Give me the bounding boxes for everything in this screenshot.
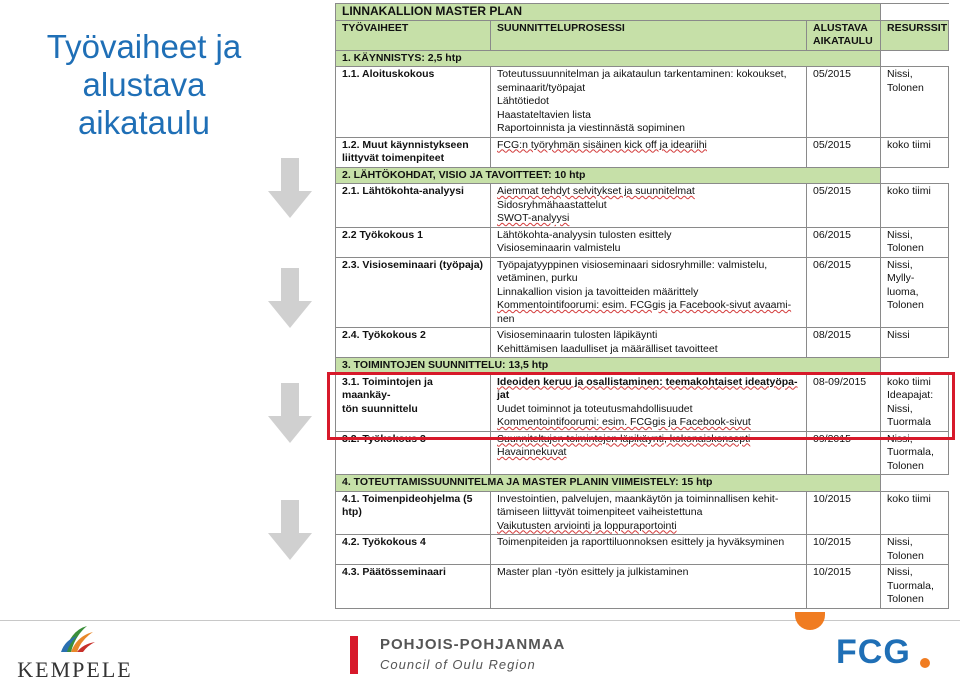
task-resources: koko tiimi <box>881 137 949 167</box>
task-name: 4.2. Työkokous 4 <box>336 535 491 565</box>
fcg-logo <box>836 633 946 676</box>
task-resources: koko tiimi <box>881 184 949 228</box>
task-resources: Nissi, Tolonen <box>881 535 949 565</box>
table-row <box>336 67 949 138</box>
task-process: Visioseminaarin tulosten läpikäynti Kehittämisen laadulliset ja määrälliset tavoitteet <box>491 328 807 358</box>
pp-logo-bar <box>350 636 358 674</box>
table-row <box>336 257 949 328</box>
task-schedule: 08-09/2015 <box>807 374 881 431</box>
task-name: 1.2. Muut käynnistykseen liittyvät toimenpiteet <box>336 137 491 167</box>
task-name: 3.1. Toimintojen ja maankäy- tön suunnittelu <box>336 374 491 431</box>
phase-label: 4. TOTEUTTAMISSUUNNITELMA JA MASTER PLANIN VIIMEISTELY: 15 htp <box>336 475 881 492</box>
pohjois-pohjanmaa-logo <box>350 636 590 676</box>
task-resources: Nissi, Tuormala, Tolonen <box>881 565 949 609</box>
table-row <box>336 184 949 228</box>
task-process: Lähtökohta-analyysin tulosten esittely Visioseminaarin valmistelu <box>491 227 807 257</box>
phase-label: 3. TOIMINTOJEN SUUNNITTELU: 13,5 htp <box>336 358 881 375</box>
slide-title <box>14 28 274 142</box>
phase-row-4 <box>336 475 949 492</box>
task-process: Master plan -työn esittely ja julkistaminen <box>491 565 807 609</box>
header-schedule: ALUSTAVA AIKATAULU <box>807 20 881 50</box>
header-phases: TYÖVAIHEET <box>336 20 491 50</box>
header-process: SUUNNITTELUPROSESSI <box>491 20 807 50</box>
task-name: 3.2. Työkokous 3 <box>336 431 491 475</box>
task-resources: Nissi <box>881 328 949 358</box>
task-name: 2.4. Työkokous 2 <box>336 328 491 358</box>
task-name: 4.3. Päätösseminaari <box>336 565 491 609</box>
footer-accent <box>795 612 825 630</box>
task-resources: Nissi, Mylly- luoma, Tolonen <box>881 257 949 328</box>
pp-logo-subtitle: Council of Oulu Region <box>380 657 536 672</box>
table-title: LINNAKALLION MASTER PLAN <box>336 4 881 21</box>
task-schedule: 08/2015 <box>807 328 881 358</box>
task-process: Aiemmat tehdyt selvitykset ja suunnitelmat Sidosryhmähaastattelut SWOT-analyysi <box>491 184 807 228</box>
task-resources: koko tiimi <box>881 491 949 535</box>
down-arrow-icon <box>268 268 312 328</box>
slide-title-line: aikataulu <box>77 104 211 141</box>
task-schedule: 10/2015 <box>807 491 881 535</box>
task-resources: Nissi, Tuormala, Tolonen <box>881 431 949 475</box>
task-resources: Nissi, Tolonen <box>881 67 949 138</box>
fcg-wordmark: FCG <box>836 633 911 671</box>
kempele-logo <box>10 624 140 680</box>
task-resources: koko tiimi Ideapajat: Nissi, Tuormala <box>881 374 949 431</box>
table-row <box>336 328 949 358</box>
task-schedule: 09/2015 <box>807 431 881 475</box>
task-schedule: 10/2015 <box>807 565 881 609</box>
table-title-row <box>336 4 949 21</box>
table-header-row <box>336 20 949 50</box>
down-arrow-icon <box>268 158 312 218</box>
task-process: Ideoiden keruu ja osallistaminen: teemakohtaiset ideatyöpa- jat Uudet toiminnot ja toteutusmahdollisuudet Kommentointifoorumi: esim. FCGgis ja Facebook-sivut <box>491 374 807 431</box>
phase-row-1 <box>336 50 949 67</box>
table-row <box>336 227 949 257</box>
slide-title-line: Työvaiheet ja <box>46 28 242 65</box>
header-resources: RESURSSIT <box>881 20 949 50</box>
task-process: FCG:n työryhmän sisäinen kick off ja ideariihi <box>491 137 807 167</box>
down-arrow-icon <box>268 383 312 443</box>
task-schedule: 05/2015 <box>807 67 881 138</box>
task-process: Toteutussuunnitelman ja aikataulun tarkentaminen: kokoukset, seminaarit/työpajat Lähtötiedot Haastateltavien lista Raportoinnista ja viestinnästä sopiminen <box>491 67 807 138</box>
phase-label: 1. KÄYNNISTYS: 2,5 htp <box>336 50 881 67</box>
table-row <box>336 565 949 609</box>
task-schedule: 05/2015 <box>807 184 881 228</box>
task-process: Investointien, palvelujen, maankäytön ja toiminnallisen kehit- tämiseen liittyvät toimenpiteet vaiheistettuna Vaikutusten arviointi ja loppuraportointi <box>491 491 807 535</box>
task-name: 2.3. Visioseminaari (työpaja) <box>336 257 491 328</box>
task-name: 1.1. Aloituskokous <box>336 67 491 138</box>
task-name: 2.2 Työkokous 1 <box>336 227 491 257</box>
down-arrow-icon <box>268 500 312 560</box>
task-schedule: 10/2015 <box>807 535 881 565</box>
task-schedule: 06/2015 <box>807 257 881 328</box>
table-row <box>336 535 949 565</box>
task-process: Toimenpiteiden ja raporttiluonnoksen esittely ja hyväksyminen <box>491 535 807 565</box>
phase-row-2 <box>336 167 949 184</box>
task-name: 4.1. Toimenpideohjelma (5 htp) <box>336 491 491 535</box>
task-resources: Nissi, Tolonen <box>881 227 949 257</box>
task-name: 2.1. Lähtökohta-analyysi <box>336 184 491 228</box>
master-plan-table <box>335 3 949 609</box>
slide-title-line: alustava <box>82 66 206 103</box>
pp-logo-name: POHJOIS-POHJANMAA <box>380 636 566 653</box>
table-row <box>336 137 949 167</box>
table-row <box>336 491 949 535</box>
highlight-box <box>327 372 955 440</box>
task-schedule: 06/2015 <box>807 227 881 257</box>
phase-label: 2. LÄHTÖKOHDAT, VISIO JA TAVOITTEET: 10 htp <box>336 167 881 184</box>
task-schedule: 05/2015 <box>807 137 881 167</box>
task-process: Työpajatyyppinen visioseminaari sidosryhmille: valmistelu, vetäminen, purku Linnakallion vision ja tavoitteiden määrittely Kommentointifoorumi: esim. FCGgis ja Facebook-sivut avaami- nen <box>491 257 807 328</box>
task-process: Suunniteltujen toimintojen läpikäynti, kokonaiskonsepti Havainnekuvat <box>491 431 807 475</box>
kempele-wordmark: KEMPELE <box>17 657 133 682</box>
kempele-emblem-icon <box>57 624 97 656</box>
fcg-dot-icon <box>920 658 930 668</box>
